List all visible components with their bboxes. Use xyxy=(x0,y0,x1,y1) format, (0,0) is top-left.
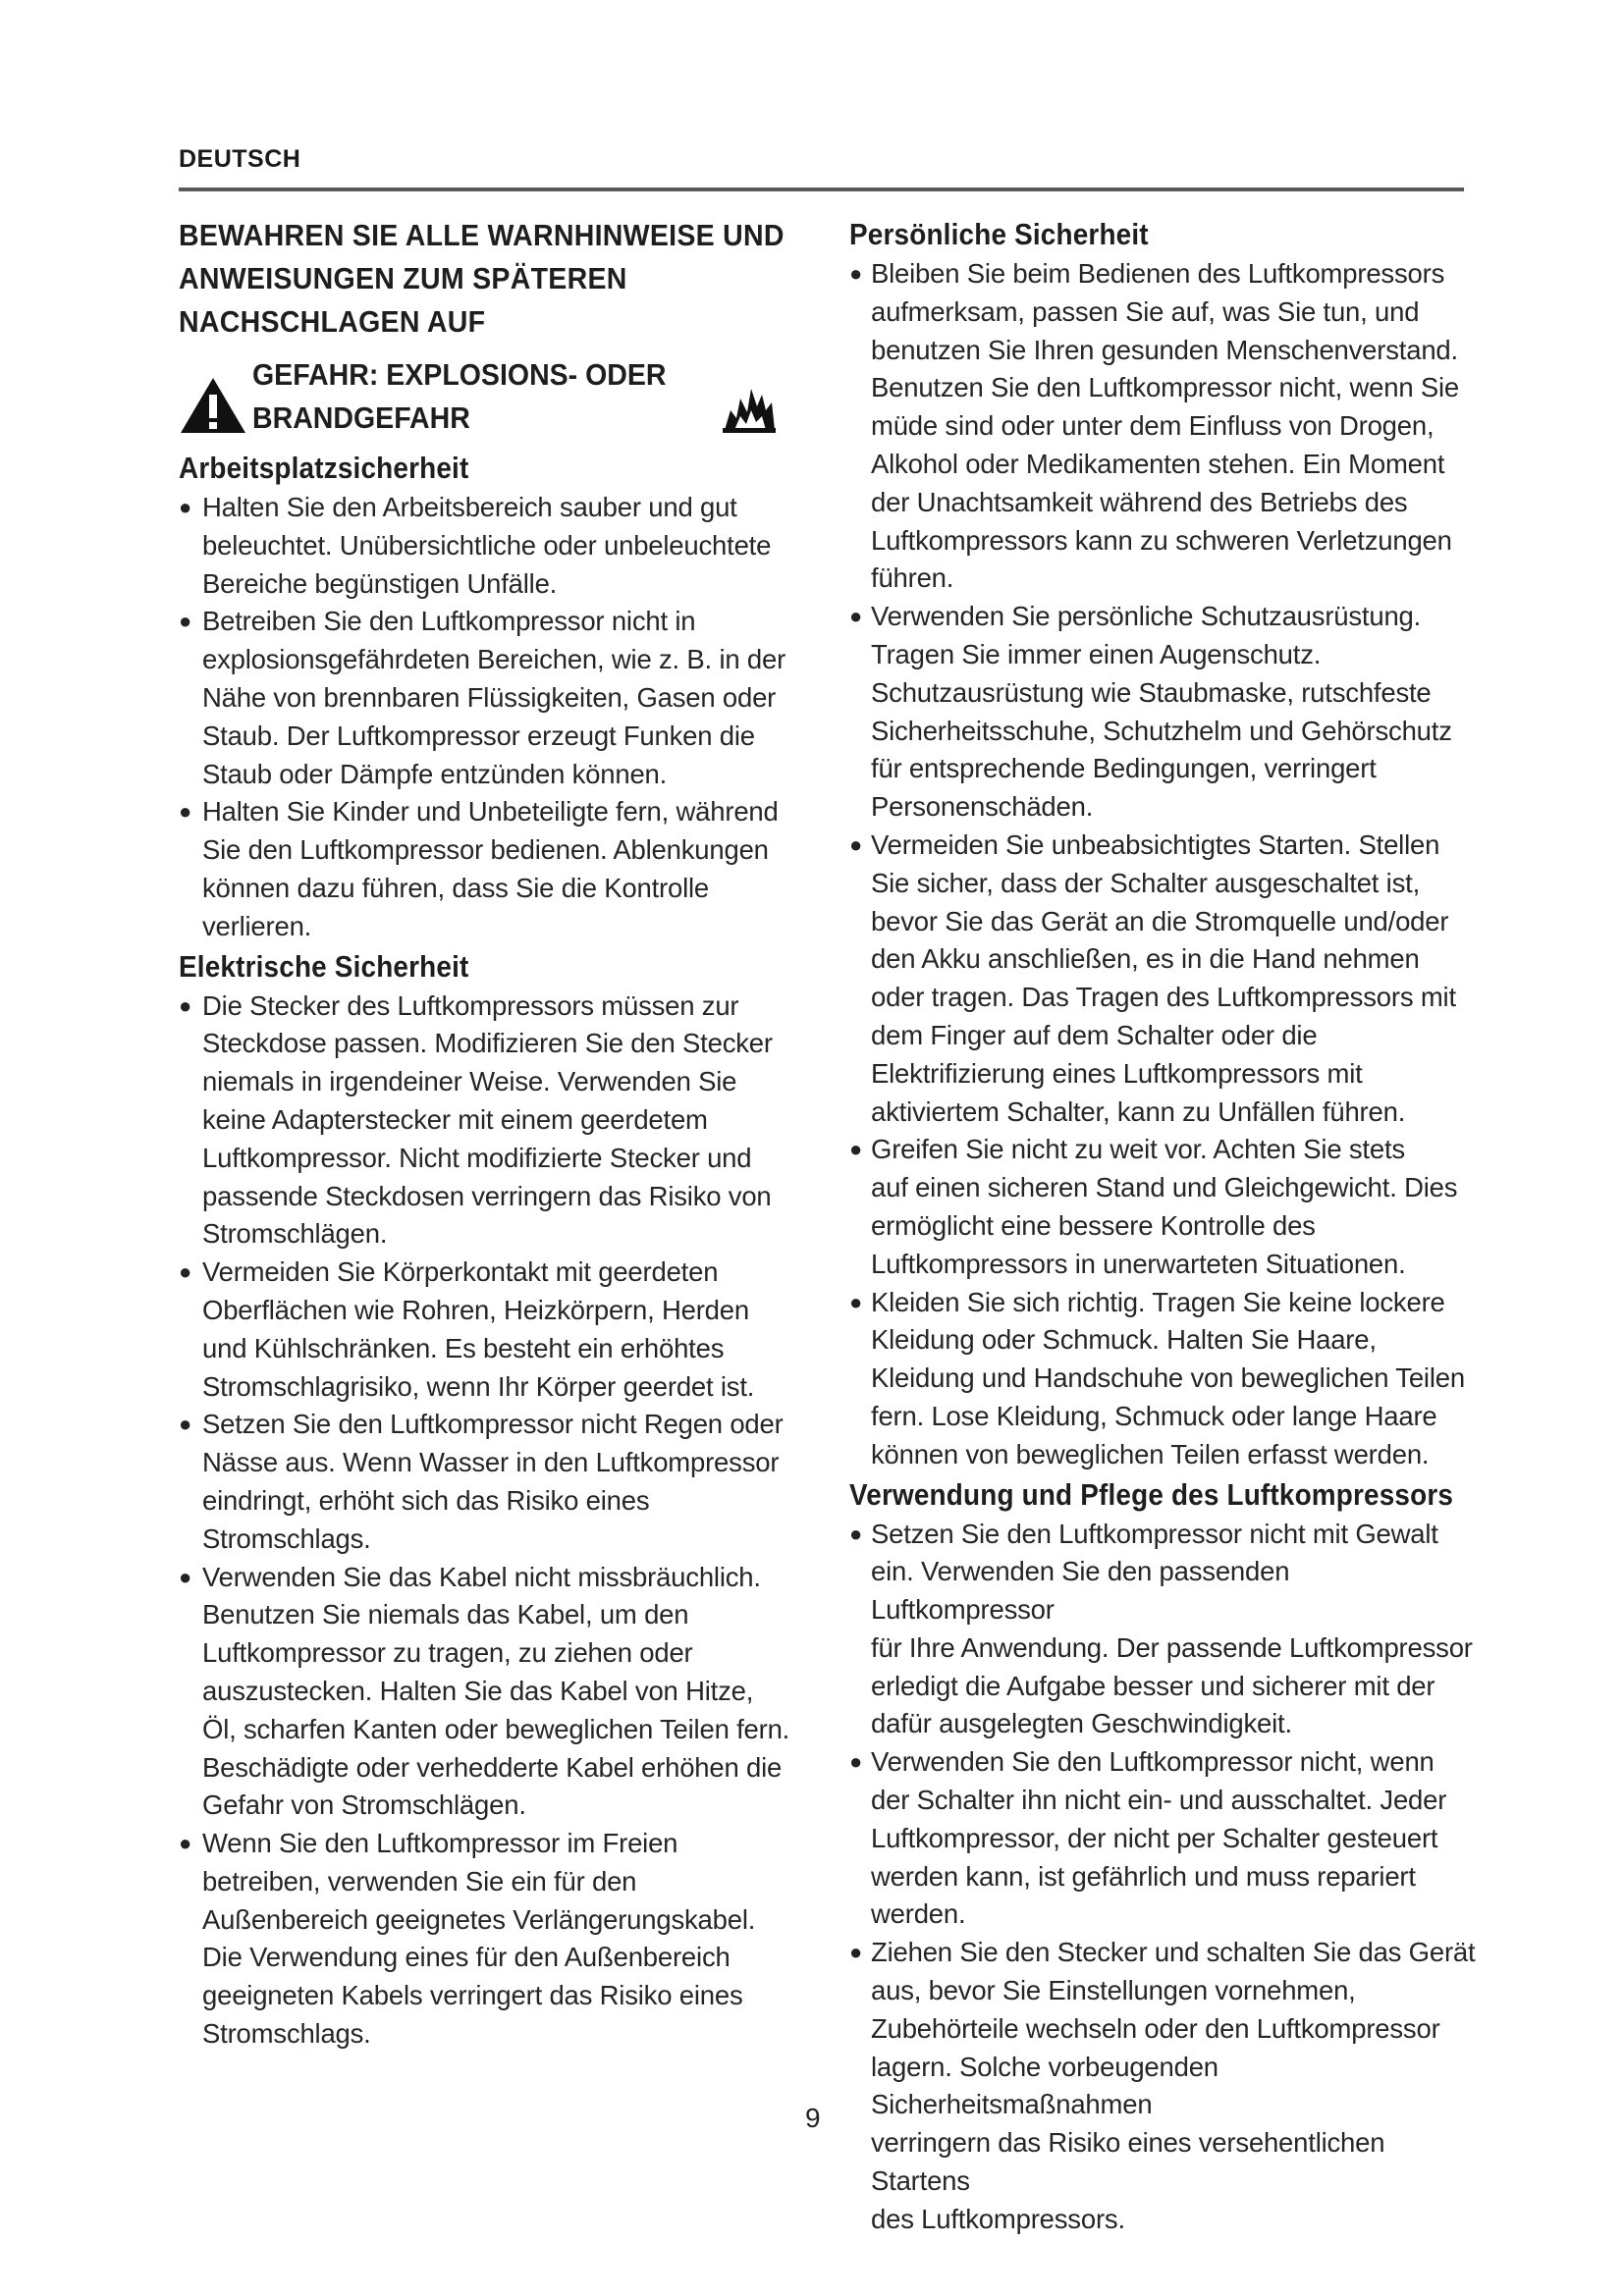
section-title-electrical-safety: Elektrische Sicherheit xyxy=(179,948,469,984)
list-item-line: können von beweglichen Teilen erfasst werden. xyxy=(871,1438,1430,1469)
list-item-line: führen. xyxy=(871,562,954,594)
bullet-icon: ● xyxy=(849,261,863,286)
list-item-line: den Akku anschließen, es in die Hand nehmen xyxy=(871,943,1420,975)
danger-line: GEFAHR: EXPLOSIONS- ODER xyxy=(252,357,667,392)
list-item-line: Stromschlags. xyxy=(202,1522,371,1554)
list-item-line: niemals in irgendeiner Weise. Verwenden Sie xyxy=(202,1066,737,1097)
keep-title-line: NACHSCHLAGEN AUF xyxy=(179,304,486,339)
list-item-line: auszustecken. Halten Sie das Kabel von Hitze, xyxy=(202,1675,754,1706)
bullet-icon: ● xyxy=(179,1564,192,1589)
list-item xyxy=(849,255,1478,598)
list-item-line: Sie sicher, dass der Schalter ausgeschaltet ist, xyxy=(871,867,1421,898)
list-item xyxy=(849,1131,1478,1283)
list-item-line: müde sind oder unter dem Einfluss von Drogen, xyxy=(871,410,1435,442)
workplace-safety-list xyxy=(179,489,799,946)
list-item-line: auf einen sicheren Stand und Gleichgewicht. Dies xyxy=(871,1172,1458,1203)
list-item-line: beleuchtet. Unübersichtliche oder unbeleuchtete xyxy=(202,529,772,561)
list-item-line: eindringt, erhöht sich das Risiko eines xyxy=(202,1484,650,1516)
danger-warning xyxy=(179,353,799,444)
list-item-line: bevor Sie das Gerät an die Stromquelle und/oder xyxy=(871,905,1449,936)
list-item-line: betreiben, verwenden Sie ein für den xyxy=(202,1865,637,1896)
list-item-line: Stromschlagrisiko, wenn Ihr Körper geerdet ist. xyxy=(202,1370,755,1402)
list-item xyxy=(179,1559,799,1826)
list-item-line: Staub. Der Luftkompressor erzeugt Funken die xyxy=(202,720,755,751)
list-item xyxy=(849,598,1478,827)
list-item-line: keine Adapterstecker mit einem geerdetem xyxy=(202,1103,708,1135)
list-item xyxy=(849,1934,1478,2238)
list-item-line: passende Steckdosen verringern das Risiko von xyxy=(202,1180,772,1211)
list-item-line: Sie den Luftkompressor bedienen. Ablenkungen xyxy=(202,834,769,866)
list-item-line: Gefahr von Stromschlägen. xyxy=(202,1789,526,1821)
list-item-line: Elektrifizierung eines Luftkompressors mit xyxy=(871,1057,1363,1089)
list-item-line: Benutzen Sie niemals das Kabel, um den xyxy=(202,1599,689,1630)
list-item-line: Benutzen Sie den Luftkompressor nicht, wenn Sie xyxy=(871,372,1460,403)
use-and-care-list xyxy=(849,1516,1478,2239)
list-item-line: geeigneten Kabels verringert das Risiko eines xyxy=(202,1980,743,2011)
fire-explosion-icon xyxy=(721,377,778,434)
list-item-line: der Unachtsamkeit während des Betriebs des xyxy=(871,486,1408,517)
electrical-safety-list xyxy=(179,988,799,2054)
bullet-icon: ● xyxy=(179,799,192,825)
list-item-line: Steckdose passen. Modifizieren Sie den Stecker xyxy=(202,1028,773,1059)
list-item-line: benutzen Sie Ihren gesunden Menschenverstand. xyxy=(871,334,1458,365)
list-item xyxy=(849,1284,1478,1474)
list-item-line: Stromschlägen. xyxy=(202,1218,388,1250)
list-item-line: werden kann, ist gefährlich und muss repariert xyxy=(871,1860,1416,1892)
section-title-workplace-safety: Arbeitsplatzsicherheit xyxy=(179,451,469,485)
list-item-line: Luftkompressor zu tragen, zu ziehen oder xyxy=(202,1637,693,1669)
list-item-line: ein. Verwenden Sie den passenden Luftkompressor xyxy=(871,1556,1290,1626)
danger-line: BRANDGEFAHR xyxy=(252,400,470,435)
bullet-icon: ● xyxy=(179,992,192,1018)
list-item-line: Alkohol oder Medikamenten stehen. Ein Moment xyxy=(871,448,1445,479)
list-item-line: Die Verwendung eines für den Außenbereich xyxy=(202,1942,731,1973)
list-item-line: explosionsgefährdeten Bereichen, wie z. B. in der xyxy=(202,644,786,675)
list-item-line: für Ihre Anwendung. Der passende Luftkompressor xyxy=(871,1631,1473,1663)
keep-title-line: ANWEISUNGEN ZUM SPÄTEREN xyxy=(179,261,627,295)
list-item xyxy=(179,1825,799,2054)
language-header: DEUTSCH xyxy=(179,145,301,173)
list-item-line: Die Stecker des Luftkompressors müssen zur xyxy=(202,989,739,1021)
list-item-line: Luftkompressor, der nicht per Schalter gesteuert xyxy=(871,1822,1438,1853)
list-item-line: Bereiche begünstigen Unfälle. xyxy=(202,567,558,599)
list-item xyxy=(849,1516,1478,1744)
list-item-line: Verwenden Sie den Luftkompressor nicht, wenn xyxy=(871,1746,1435,1778)
right-column xyxy=(849,214,1478,2239)
list-item-line: für entsprechende Bedingungen, verringert xyxy=(871,753,1377,784)
list-item-line: Personenschäden. xyxy=(871,791,1094,823)
list-item-line: Nähe von brennbaren Flüssigkeiten, Gasen oder xyxy=(202,681,777,713)
list-item-line: Verwenden Sie persönliche Schutzausrüstung. xyxy=(871,601,1422,632)
list-item-line: dafür ausgelegten Geschwindigkeit. xyxy=(871,1708,1292,1739)
bullet-icon: ● xyxy=(849,831,863,857)
list-item-line: Wenn Sie den Luftkompressor im Freien xyxy=(202,1828,678,1859)
list-item-line: Nässe aus. Wenn Wasser in den Luftkompressor xyxy=(202,1447,780,1478)
list-item-line: Ziehen Sie den Stecker und schalten Sie das Gerät xyxy=(871,1937,1476,1968)
list-item xyxy=(179,603,799,793)
list-item-line: Greifen Sie nicht zu weit vor. Achten Sie stets xyxy=(871,1134,1405,1165)
bullet-icon: ● xyxy=(849,1749,863,1775)
list-item-line: aktiviertem Schalter, kann zu Unfällen führen. xyxy=(871,1095,1406,1127)
list-item-line: können dazu führen, dass Sie die Kontrolle xyxy=(202,872,709,903)
bullet-icon: ● xyxy=(179,1831,192,1856)
bullet-icon: ● xyxy=(849,1137,863,1162)
list-item-line: Staub oder Dämpfe entzünden können. xyxy=(202,758,668,789)
list-item xyxy=(179,793,799,945)
list-item-line: aufmerksam, passen Sie auf, was Sie tun, und xyxy=(871,295,1420,327)
list-item-line: Kleiden Sie sich richtig. Tragen Sie keine lockere xyxy=(871,1286,1445,1317)
warning-triangle-icon xyxy=(179,375,247,436)
list-item-line: aus, bevor Sie Einstellungen vornehmen, xyxy=(871,1975,1356,2006)
list-item-line: erledigt die Aufgabe besser und sicherer mit der xyxy=(871,1670,1435,1701)
list-item xyxy=(849,827,1478,1131)
list-item xyxy=(179,988,799,1255)
page-number: 9 xyxy=(805,2103,821,2133)
list-item-line: Zubehörteile wechseln oder den Luftkompressor xyxy=(871,2012,1440,2044)
header-rule xyxy=(179,187,1464,191)
list-item-line: und Kühlschränken. Es besteht ein erhöhtes xyxy=(202,1332,725,1363)
list-item-line: Vermeiden Sie Körperkontakt mit geerdeten xyxy=(202,1256,719,1288)
list-item-line: Sicherheitsschuhe, Schutzhelm und Gehörschutz xyxy=(871,715,1452,746)
list-item xyxy=(179,1406,799,1558)
list-item-line: Öl, scharfen Kanten oder beweglichen Teilen fern. xyxy=(202,1713,790,1744)
bullet-icon: ● xyxy=(849,604,863,629)
list-item-line: Verwenden Sie das Kabel nicht missbräuchlich. xyxy=(202,1561,761,1592)
bullet-icon: ● xyxy=(179,495,192,519)
list-item-line: lagern. Solche vorbeugenden Sicherheitsmaßnahmen xyxy=(871,2051,1218,2120)
bullet-icon: ● xyxy=(179,1412,192,1437)
bullet-icon: ● xyxy=(849,1521,863,1546)
bullet-icon: ● xyxy=(179,1259,192,1285)
list-item-line: werden. xyxy=(871,1898,966,1930)
list-item-line: fern. Lose Kleidung, Schmuck oder lange Haare xyxy=(871,1400,1437,1431)
list-item xyxy=(179,1254,799,1406)
list-item-line: Bleiben Sie beim Bedienen des Luftkompressors xyxy=(871,258,1445,289)
list-item-line: Oberflächen wie Rohren, Heizkörpern, Herden xyxy=(202,1294,749,1325)
list-item-line: Vermeiden Sie unbeabsichtigtes Starten. Stellen xyxy=(871,828,1440,860)
bullet-icon: ● xyxy=(179,609,192,634)
list-item-line: Stromschlags. xyxy=(202,2018,371,2050)
list-item-line: Außenbereich geeignetes Verlängerungskabel. xyxy=(202,1903,756,1935)
section-title-use-and-care: Verwendung und Pflege des Luftkompressors xyxy=(849,1476,1454,1512)
list-item xyxy=(849,1743,1478,1934)
list-item-line: ermöglicht eine bessere Kontrolle des xyxy=(871,1209,1316,1241)
left-column xyxy=(179,214,799,2054)
list-item-line: der Schalter ihn nicht ein- und ausschaltet. Jeder xyxy=(871,1785,1447,1816)
list-item-line: Setzen Sie den Luftkompressor nicht Regen oder xyxy=(202,1409,784,1440)
personal-safety-list xyxy=(849,255,1478,1474)
list-item-line: Halten Sie Kinder und Unbeteiligte fern, während xyxy=(202,796,779,828)
list-item-line: Luftkompressors kann zu schweren Verletzungen xyxy=(871,524,1452,556)
keep-title-line: BEWAHREN SIE ALLE WARNHINWEISE UND xyxy=(179,218,785,252)
list-item-line: dem Finger auf dem Schalter oder die xyxy=(871,1019,1318,1050)
list-item-line: Luftkompressors in unerwarteten Situationen. xyxy=(871,1248,1406,1279)
list-item-line: des Luftkompressors. xyxy=(871,2203,1125,2234)
list-item-line: verringern das Risiko eines versehentlichen Startens xyxy=(871,2127,1385,2197)
keep-instructions-title xyxy=(179,214,802,344)
list-item-line: Setzen Sie den Luftkompressor nicht mit Gewalt xyxy=(871,1518,1438,1549)
bullet-icon: ● xyxy=(849,1940,863,1965)
list-item-line: Tragen Sie immer einen Augenschutz. xyxy=(871,638,1322,669)
list-item-line: Kleidung und Handschuhe von beweglichen Teilen xyxy=(871,1362,1465,1394)
list-item-line: Schutzausrüstung wie Staubmaske, rutschfeste xyxy=(871,676,1432,708)
list-item-line: Beschädigte oder verhedderte Kabel erhöhen die xyxy=(202,1751,783,1783)
list-item-line: Kleidung oder Schmuck. Halten Sie Haare, xyxy=(871,1324,1377,1356)
list-item-line: Betreiben Sie den Luftkompressor nicht in xyxy=(202,606,696,637)
bullet-icon: ● xyxy=(849,1289,863,1314)
list-item-line: Luftkompressor. Nicht modifizierte Stecker und xyxy=(202,1142,752,1173)
section-title-personal-safety: Persönliche Sicherheit xyxy=(849,217,1149,251)
danger-title xyxy=(252,353,667,440)
list-item-line: Halten Sie den Arbeitsbereich sauber und gut xyxy=(202,492,737,522)
list-item-line: oder tragen. Das Tragen des Luftkompressors mit xyxy=(871,982,1456,1013)
list-item xyxy=(179,489,799,603)
list-item-line: verlieren. xyxy=(202,910,312,941)
